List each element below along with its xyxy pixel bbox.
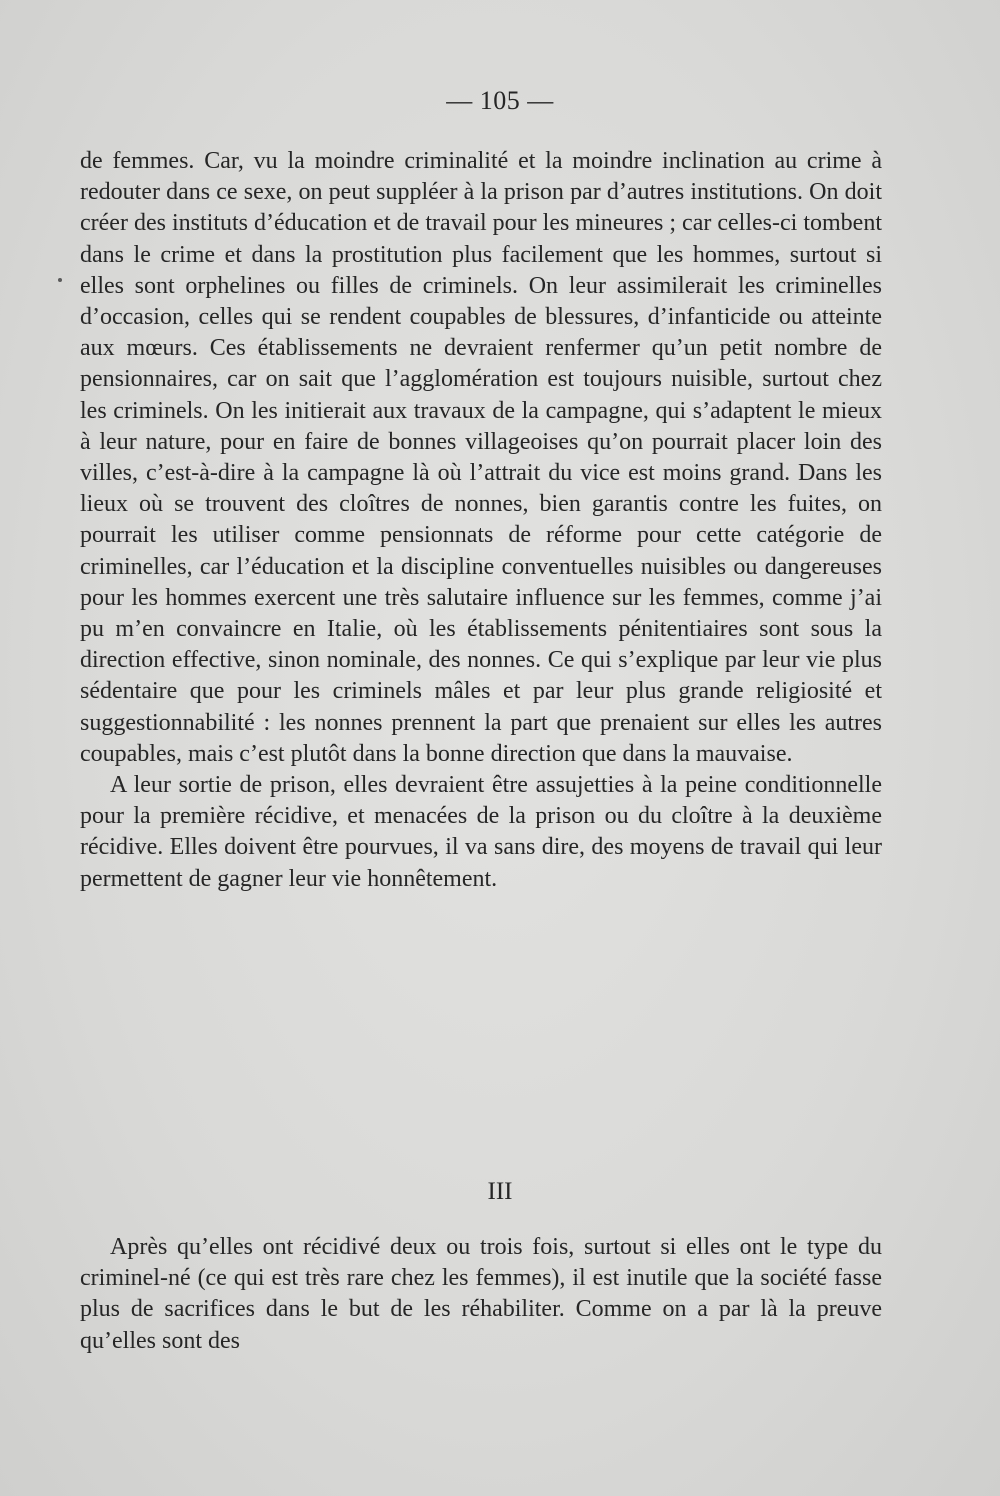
section-body-text: [80, 1232, 882, 1357]
paragraph-continued: de femmes. Car, vu la moindre criminalité et la moindre inclination au crime à redouter dans ce sexe, on peut suppléer à la prison par d’autres institutions. On doit créer des instituts d’éducation et de travail pour les mineures ; car celles-ci tombent dans le crime et dans la prostitution plus facilement que les hommes, surtout si elles sont orphelines ou filles de criminels. On leur assimilerait les criminelles d’occasion, celles qui se rendent coupables de blessures, d’infanticide ou atteinte aux mœurs. Ces établissements ne devraient renfermer qu’un petit nombre de pensionnaires, car on sait que l’agglomération est toujours nuisible, surtout chez les criminels. On les initierait aux travaux de la campagne, qui s’adaptent le mieux à leur nature, pour en faire de bonnes villageoises qu’on pourrait placer loin des villes, c’est-à-dire à la campagne là où l’attrait du vice est moins grand. Dans les lieux où se trouvent des cloîtres de nonnes, bien garantis contre les fuites, on pourrait les utiliser comme pensionnats de réforme pour cette catégorie de criminelles, car l’éducation et la discipline conventuelles nuisibles ou dangereuses pour les hommes exercent une très salutaire influence sur les femmes, comme j’ai pu m’en convaincre en Italie, où les établissements pénitentiaires sont sous la direction effective, sinon nominale, des nonnes. Ce qui s’explique par leur vie plus sédentaire que pour les criminels mâles et par leur plus grande religiosité et suggestionnabilité : les nonnes prennent la part que prenaient sur elles les autres coupables, mais c’est plutôt dans la bonne direction que dans la mauvaise.: [80, 148, 882, 767]
ink-speck: [58, 278, 62, 282]
page-number: — 105 —: [446, 86, 554, 115]
body-text: [80, 146, 882, 895]
paragraph-release-conditions: A leur sortie de prison, elles devraient être assujetties à la peine conditionnelle pour la première récidive, et menacées de la prison ou du cloître à la deuxième récidive. Elles doivent être pourvues, il va sans dire, des moyens de travail qui leur permettent de gagner leur vie honnêtement.: [80, 772, 882, 892]
section-heading: III: [487, 1178, 513, 1205]
paragraph-recidivism: Après qu’elles ont récidivé deux ou trois fois, surtout si elles ont le type du criminel-né (ce qui est très rare chez les femmes), il est inutile que la société fasse plus de sacrifices dans le but de les réhabiliter. Comme on a par là la preuve qu’elles sont des: [80, 1234, 882, 1354]
